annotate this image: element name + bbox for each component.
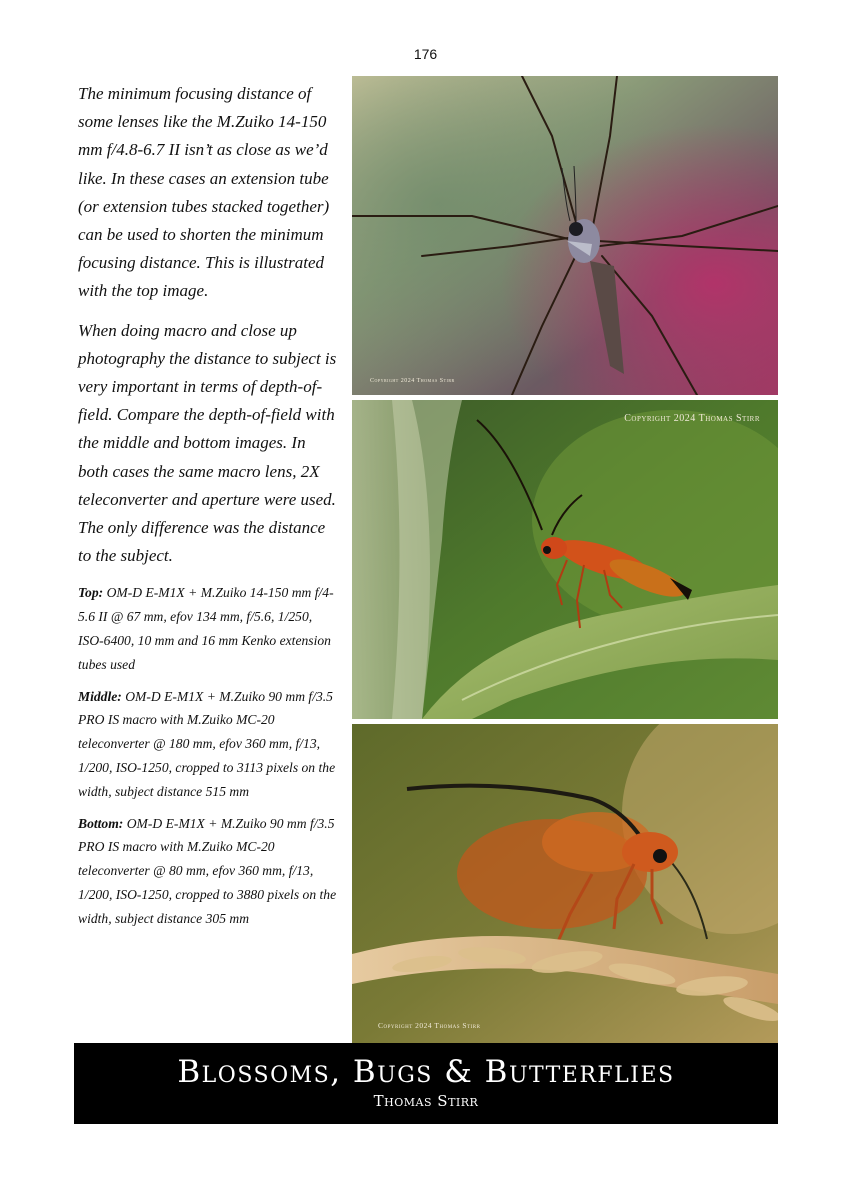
book-title: Blossoms, Bugs & Butterflies [177,1054,675,1090]
caption-text: OM-D E-M1X + M.Zuiko 14-150 mm f/4-5.6 II @ 67 mm, efov 134 mm, f/5.6, 1/250, ISO-6400, 10 mm and 16 mm Kenko extension tubes used [78,585,334,672]
photo-beetle-leaf [352,400,778,719]
book-author: Thomas Stirr [373,1092,479,1110]
caption-text: OM-D E-M1X + M.Zuiko 90 mm f/3.5 PRO IS macro with M.Zuiko MC-20 teleconverter @ 180 mm, efov 360 mm, f/13, 1/200, ISO-1250, cropped to 3113 pixels on the width, subject distance 515 mm [78,688,336,799]
page-number: 176 [413,46,438,62]
crane-fly-image [352,76,778,395]
paragraph-intro: The minimum focusing distance of some lenses like the M.Zuiko 14-150 mm f/4.8-6.7 II isn’t as close as we’d like. In these cases an extension tube (or extension tubes stacked together) can be used to shorten the minimum focusing distance. This is illustrated with the top image. [78,84,330,301]
caption-label: Middle: [78,688,122,704]
photo-watermark: Copyright 2024 Thomas Stirr [370,378,455,384]
photo-beetle-grass [352,724,778,1043]
book-title-banner [74,1043,778,1124]
paragraph-depth-of-field: When doing macro and close up photography the distance to subject is very important in terms of depth-of-field. Compare the depth-of-field with the middle and bottom images. In both cases the same macro lens, 2X teleconverter and aperture were used. The only difference was the distance to the subject. [78,320,337,566]
caption-text: OM-D E-M1X + M.Zuiko 90 mm f/3.5 PRO IS macro with M.Zuiko MC-20 teleconverter @ 80 mm, efov 360 mm, f/13, 1/200, ISO-1250, cropped to 3880 pixels on the width, subject distance 305 mm [78,815,337,926]
caption-label: Top: [78,585,104,601]
caption-middle [78,685,340,804]
photo-watermark: Copyright 2024 Thomas Stirr [378,1021,481,1030]
beetle-leaf-image [352,400,778,719]
photo-crane-fly [352,76,778,395]
photo-watermark: Copyright 2024 Thomas Stirr [624,413,760,424]
body-text [78,80,340,939]
caption-top [78,581,340,676]
caption-bottom [78,812,340,931]
beetle-grass-image [352,724,778,1043]
caption-label: Bottom: [78,815,124,831]
